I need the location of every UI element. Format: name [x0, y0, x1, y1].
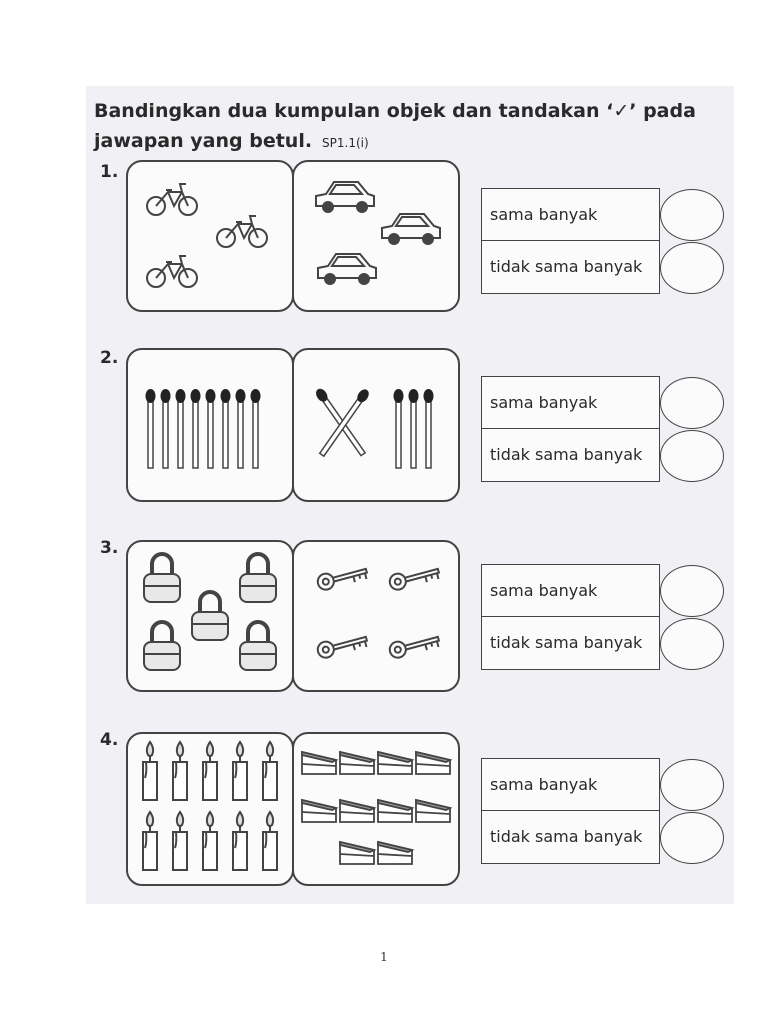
candle-icon: [263, 812, 277, 870]
matchstick-icon: [251, 389, 261, 468]
key-icon: [316, 563, 368, 591]
q2-left-panel: [126, 348, 294, 502]
matchstick-icon: [394, 389, 404, 468]
bicycle-icon: [147, 256, 197, 287]
option-same-label: sama banyak: [482, 759, 659, 811]
q3-answer-oval-not-same[interactable]: [660, 618, 724, 670]
car-icon: [318, 254, 376, 284]
matchstick-icon: [206, 389, 216, 468]
candle-icon: [233, 742, 247, 800]
padlock-icon: [192, 592, 228, 640]
question-number-2: 2.: [100, 348, 119, 368]
cake-slice-group: [294, 734, 458, 884]
question-number-1: 1.: [100, 162, 119, 182]
cake-slice-icon: [416, 800, 450, 822]
bicycle-icon: [217, 216, 267, 247]
option-same-label: sama banyak: [482, 189, 659, 241]
q3-right-panel: [292, 540, 460, 692]
candle-icon: [173, 742, 187, 800]
instruction-text: Bandingkan dua kumpulan objek dan tandakan ‘✓’ pada jawapan yang betul.: [94, 100, 696, 152]
q3-answer-options: [481, 564, 660, 670]
q4-right-panel: [292, 732, 460, 886]
q1-answer-oval-not-same[interactable]: [660, 242, 724, 294]
padlock-icon: [240, 622, 276, 670]
cake-slice-icon: [378, 800, 412, 822]
q1-answer-oval-same[interactable]: [660, 189, 724, 241]
q4-answer-options: [481, 758, 660, 864]
option-not-same-label: tidak sama banyak: [490, 257, 643, 276]
car-icon: [382, 214, 440, 244]
instruction-title: [94, 96, 734, 158]
question-number-4: 4.: [100, 730, 119, 750]
matchstick-icon: [146, 389, 156, 468]
cake-slice-icon: [378, 842, 412, 864]
padlock-icon: [240, 554, 276, 602]
cake-slice-icon: [416, 752, 450, 774]
q4-answer-oval-same[interactable]: [660, 759, 724, 811]
candle-icon: [173, 812, 187, 870]
q3-left-panel: [126, 540, 294, 692]
cake-slice-icon: [302, 752, 336, 774]
q1-left-panel: [126, 160, 294, 312]
q4-left-panel: [126, 732, 294, 886]
option-not-same-label: tidak sama banyak: [490, 633, 643, 652]
q3-answer-oval-same[interactable]: [660, 565, 724, 617]
matchstick-group: [128, 350, 292, 500]
car-icon: [316, 182, 374, 212]
padlock-icon: [144, 554, 180, 602]
q4-answer-oval-not-same[interactable]: [660, 812, 724, 864]
option-not-same-label: tidak sama banyak: [490, 827, 643, 846]
candle-icon: [143, 812, 157, 870]
q2-right-panel: [292, 348, 460, 502]
candle-icon: [203, 812, 217, 870]
candle-icon: [143, 742, 157, 800]
q2-answer-oval-not-same[interactable]: [660, 430, 724, 482]
padlock-group: [128, 542, 292, 690]
q1-right-panel: [292, 160, 460, 312]
q2-answer-oval-same[interactable]: [660, 377, 724, 429]
bicycle-icon: [147, 184, 197, 215]
question-number-3: 3.: [100, 538, 119, 558]
matchstick-icon: [424, 389, 434, 468]
matchstick-icon: [221, 389, 231, 468]
matchstick-icon: [176, 389, 186, 468]
padlock-icon: [144, 622, 180, 670]
option-same-label: sama banyak: [482, 565, 659, 617]
key-icon: [316, 631, 368, 659]
matchstick-icon: [236, 389, 246, 468]
matchstick-icon: [409, 389, 419, 468]
q1-answer-options: [481, 188, 660, 294]
matchstick-icon: [161, 389, 171, 468]
curriculum-code: SP1.1(i): [322, 136, 369, 150]
bicycle-group: [128, 162, 292, 310]
cake-slice-icon: [302, 800, 336, 822]
key-group: [294, 542, 458, 690]
option-not-same-label: tidak sama banyak: [490, 445, 643, 464]
candle-group: [128, 734, 292, 884]
car-group: [294, 162, 458, 310]
key-icon: [388, 563, 440, 591]
cake-slice-icon: [340, 842, 374, 864]
candle-icon: [203, 742, 217, 800]
candle-icon: [233, 812, 247, 870]
matchstick-group: [294, 350, 458, 500]
q2-answer-options: [481, 376, 660, 482]
candle-icon: [263, 742, 277, 800]
cake-slice-icon: [340, 752, 374, 774]
page-number: 1: [380, 950, 388, 964]
cake-slice-icon: [378, 752, 412, 774]
cake-slice-icon: [340, 800, 374, 822]
option-same-label: sama banyak: [482, 377, 659, 429]
key-icon: [388, 631, 440, 659]
matchstick-icon: [191, 389, 201, 468]
